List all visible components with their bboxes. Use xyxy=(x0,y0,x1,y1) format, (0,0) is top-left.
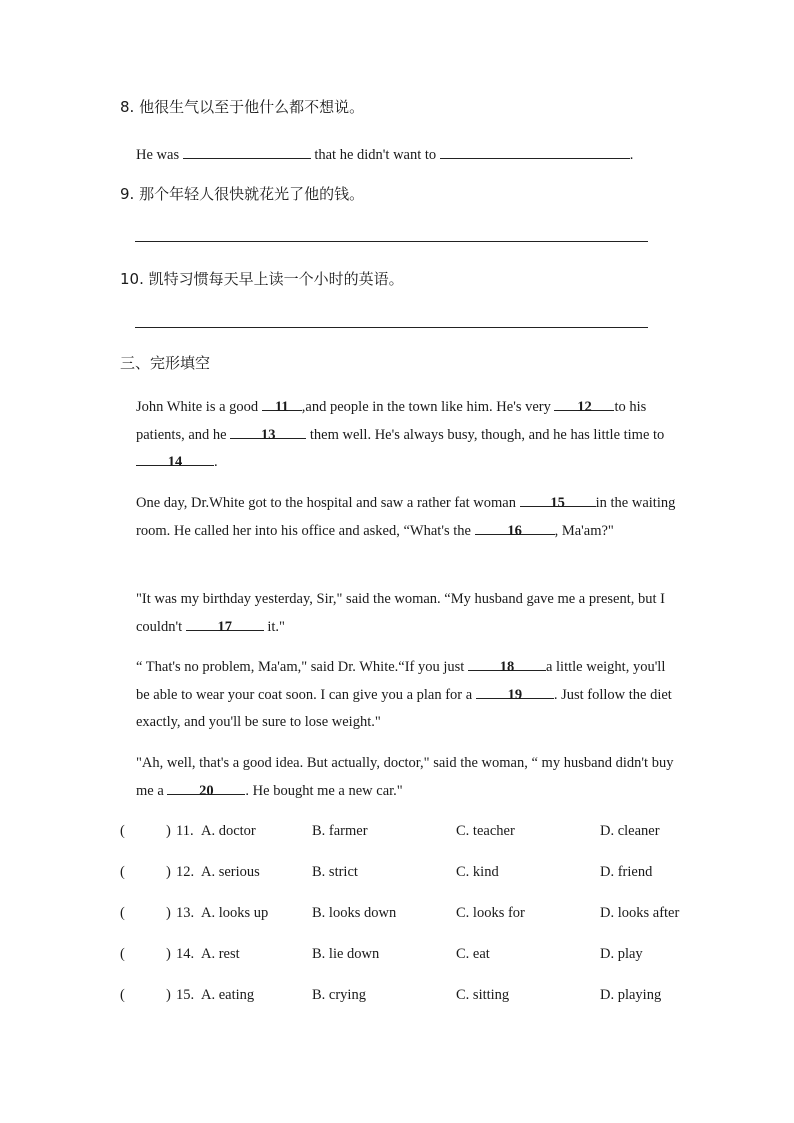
question-number: 11. xyxy=(176,823,194,839)
p1-text-c: to his patients, and he xyxy=(136,399,647,443)
blank-18[interactable]: 18 xyxy=(468,654,546,671)
option-d[interactable]: D. playing xyxy=(600,987,662,1003)
answer-bracket-open[interactable]: ( xyxy=(120,864,125,880)
answer-bracket-open[interactable]: ( xyxy=(120,987,125,1003)
q10-prompt: 10. 凯特习惯每天早上读一个小时的英语。 xyxy=(120,270,404,288)
question-row-12 xyxy=(120,864,700,884)
question-number: 14. xyxy=(176,946,195,962)
blank-20[interactable]: 20 xyxy=(167,778,245,795)
blank-11[interactable]: 11 xyxy=(262,394,302,411)
q8-sentence xyxy=(136,142,633,164)
p1-text-e: . xyxy=(214,454,218,470)
q9-prompt: 9. 那个年轻人很快就花光了他的钱。 xyxy=(120,185,365,203)
question-number: 12. xyxy=(176,864,195,880)
blank-19[interactable]: 19 xyxy=(476,682,554,699)
q8-blank-1[interactable] xyxy=(183,142,311,159)
question-row-11 xyxy=(120,823,700,843)
q8-text-3: . xyxy=(629,147,634,163)
blank-14[interactable]: 14 xyxy=(136,449,214,466)
option-c[interactable]: C. kind xyxy=(456,864,499,880)
question-row-13 xyxy=(120,905,700,925)
cloze-paragraph-4 xyxy=(120,654,680,737)
answer-bracket-close: ) xyxy=(166,946,171,962)
question-number: 13. xyxy=(176,905,195,921)
p5-text-b: . He bought me a new car." xyxy=(245,782,403,799)
p5-text-a: "Ah, well, that's a good idea. But actually, doctor," said the woman, “ my husband didn't buy me a xyxy=(136,755,674,799)
option-c[interactable]: C. sitting xyxy=(456,987,510,1003)
option-b[interactable]: B. lie down xyxy=(312,946,380,962)
section-heading-cloze: 三、完形填空 xyxy=(120,354,211,372)
q8-text-2: that he didn't want to xyxy=(314,147,437,163)
p4-text-b: a little weight, you'll be able to wear your coat soon. I can give you a plan for a xyxy=(136,659,666,703)
blank-15[interactable]: 15 xyxy=(520,490,596,507)
p2-text-a: One day, Dr.White got to the hospital and saw a rather fat woman xyxy=(136,495,516,511)
option-d[interactable]: D. play xyxy=(600,946,643,962)
option-c[interactable]: C. eat xyxy=(456,946,490,962)
cloze-paragraph-5 xyxy=(120,750,680,805)
option-d[interactable]: D. friend xyxy=(600,864,653,880)
option-a[interactable]: A. doctor xyxy=(201,823,256,839)
option-d[interactable]: D. cleaner xyxy=(600,823,660,839)
blank-16[interactable]: 16 xyxy=(475,518,555,535)
option-c[interactable]: C. teacher xyxy=(456,823,515,839)
option-b[interactable]: B. looks down xyxy=(312,905,397,921)
question-number: 15. xyxy=(176,987,195,1003)
p1-text-b: ,and people in the town like him. He's very xyxy=(301,399,551,415)
answer-bracket-close: ) xyxy=(166,864,171,880)
answer-bracket-close: ) xyxy=(166,823,171,839)
answer-bracket-close: ) xyxy=(166,905,171,921)
q10-answer-line[interactable] xyxy=(135,327,648,328)
answer-bracket-close: ) xyxy=(166,987,171,1003)
answer-bracket-open[interactable]: ( xyxy=(120,946,125,962)
q8-prompt: 8. 他很生气以至于他什么都不想说。 xyxy=(120,98,365,116)
blank-13[interactable]: 13 xyxy=(230,422,306,439)
answer-bracket-open[interactable]: ( xyxy=(120,905,125,921)
p3-text-a: "It was my birthday yesterday, Sir," said the woman. “My husband gave me a present, but I couldn't xyxy=(136,591,665,635)
option-a[interactable]: A. eating xyxy=(201,987,255,1003)
option-c[interactable]: C. looks for xyxy=(456,905,525,921)
question-row-14 xyxy=(120,946,700,966)
cloze-paragraph-3 xyxy=(120,586,680,641)
option-b[interactable]: B. farmer xyxy=(312,823,368,839)
option-b[interactable]: B. crying xyxy=(312,987,366,1003)
q8-text-1: He was xyxy=(136,147,180,163)
cloze-paragraph-1 xyxy=(120,394,680,477)
q9-answer-line[interactable] xyxy=(135,241,648,242)
option-d[interactable]: D. looks after xyxy=(600,905,680,921)
option-a[interactable]: A. looks up xyxy=(201,905,269,921)
cloze-paragraph-2 xyxy=(120,490,680,545)
blank-17[interactable]: 17 xyxy=(186,614,264,631)
option-a[interactable]: A. rest xyxy=(201,946,240,962)
option-a[interactable]: A. serious xyxy=(201,864,260,880)
p4-text-c: . Just follow the diet exactly, and you'll be sure to lose weight." xyxy=(136,686,672,730)
p2-text-c: , Ma'am?" xyxy=(554,522,614,539)
p1-text-d: them well. He's always busy, though, and he has little time to xyxy=(309,426,665,443)
p2-text-b: in the waiting room. He called her into his office and asked, “What's the xyxy=(136,495,676,539)
p1-text-a: John White is a good xyxy=(136,399,259,415)
p3-text-b: it." xyxy=(267,618,285,635)
answer-bracket-open[interactable]: ( xyxy=(120,823,125,839)
question-row-15 xyxy=(120,987,700,1007)
q8-blank-2[interactable] xyxy=(440,142,630,159)
blank-12[interactable]: 12 xyxy=(554,394,614,411)
option-b[interactable]: B. strict xyxy=(312,864,358,880)
p4-text-a: “ That's no problem, Ma'am," said Dr. White.“If you just xyxy=(136,659,465,675)
